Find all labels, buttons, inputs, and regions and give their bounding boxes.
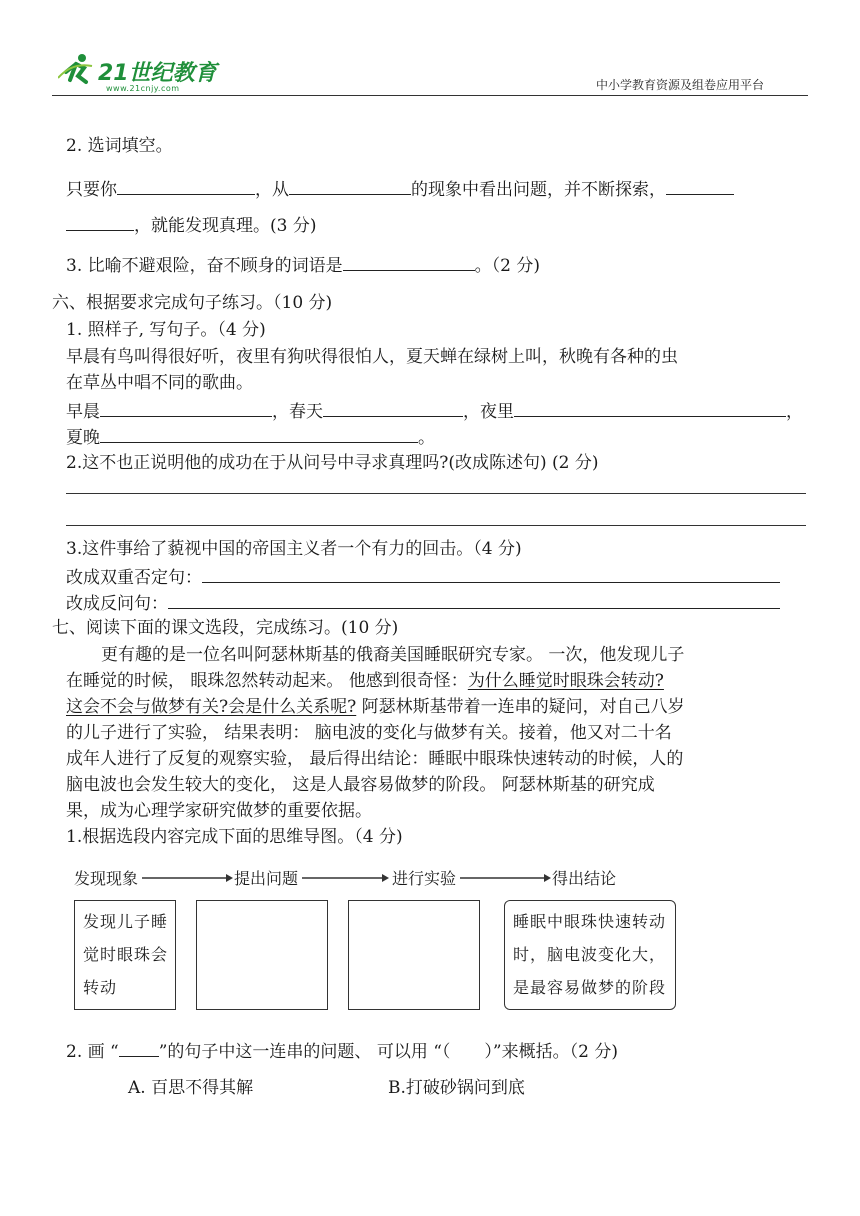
arrow-icon: [460, 872, 552, 884]
s6-fill-line2: 夏晚 。: [66, 424, 435, 450]
q2-line2: ，就能发现真理。(3 分): [66, 212, 316, 238]
option-a[interactable]: A. 百思不得其解: [128, 1078, 254, 1098]
s6-example-line2: 在草丛中唱不同的歌曲。: [66, 373, 253, 393]
answer-blank[interactable]: [100, 424, 418, 443]
mindmap-answer-box[interactable]: [348, 900, 480, 1010]
passage-line: 这会不会与做梦有关?会是什么关系呢? 阿瑟林斯基带着一连串的疑问，对自己八岁: [66, 697, 685, 717]
q2-line1: 只要你 ，从 的现象中看出问题，并不断探索，: [66, 176, 734, 202]
s6-example-line1: 早晨有鸟叫得很好听，夜里有狗吠得很怕人，夏天蝉在绿树上叫，秋晚有各种的虫: [66, 347, 678, 367]
underlined-question: 为什么睡觉时眼珠会转动?: [467, 671, 664, 691]
option-b[interactable]: B.打破砂锅问到底: [388, 1078, 525, 1098]
section-7-title: 七、阅读下面的课文选段，完成练习。(10 分): [52, 618, 399, 638]
s6-q1-title: 1. 照样子, 写句子。（4 分): [66, 320, 266, 340]
answer-blank[interactable]: [450, 1039, 484, 1057]
s7-q1: 1.根据选段内容完成下面的思维导图。（4 分): [66, 827, 403, 847]
arrow-icon: [142, 872, 234, 884]
answer-blank[interactable]: [100, 398, 272, 417]
s7-q2: 2. 画 “ ”的句子中这一连串的问题、 可以用 “（ ）”来概括。（2 分): [66, 1038, 618, 1064]
underlined-question: 这会不会与做梦有关?会是什么关系呢?: [66, 697, 357, 717]
q3-line: 3. 比喻不避艰险，奋不顾身的词语是 。（2 分): [66, 252, 540, 278]
passage-line: 更有趣的是一位名叫阿瑟林斯基的俄裔美国睡眠研究专家。 一次，他发现儿子: [101, 645, 685, 665]
section-6-title: 六、根据要求完成句子练习。（10 分): [52, 293, 333, 313]
mindmap-label: 发现现象: [74, 869, 139, 888]
mindmap-box-text: 睡眠中眼珠快速转动时，脑电波变化大，是最容易做梦的阶段: [513, 912, 667, 997]
mindmap-label: 得出结论: [552, 869, 617, 888]
mindmap-box: [504, 900, 676, 1010]
answer-blank[interactable]: [666, 176, 734, 195]
answer-blank[interactable]: [117, 176, 255, 195]
q2-title: 2. 选词填空。: [66, 136, 173, 156]
answer-blank[interactable]: [66, 212, 134, 231]
answer-blank[interactable]: [514, 398, 786, 417]
passage-line: 在睡觉的时候， 眼珠忽然转动起来。 他感到很奇怪：为什么睡觉时眼珠会转动?: [66, 671, 664, 691]
answer-blank[interactable]: [168, 590, 780, 609]
runner-logo-icon: [58, 52, 94, 88]
arrow-icon: [302, 872, 390, 884]
s6-q2: 2.这不也正说明他的成功在于从问号中寻求真理吗?(改成陈述句) (2 分): [66, 453, 599, 473]
answer-blank[interactable]: [289, 176, 411, 195]
underline-sample: [119, 1038, 159, 1057]
passage-line: 的儿子进行了实验， 结果表明： 脑电波的变化与做梦有关。接着，他又对二十名: [66, 723, 672, 743]
answer-line[interactable]: [66, 525, 806, 526]
answer-blank[interactable]: [323, 398, 463, 417]
logo-url: www.21cnjy.com: [106, 84, 180, 93]
answer-blank[interactable]: [202, 564, 780, 583]
mind-map: [70, 862, 667, 1012]
passage-line: 果，成为心理学家研究做梦的重要依据。: [66, 801, 372, 821]
passage-line: 脑电波也会发生较大的变化， 这是人最容易做梦的阶段。 阿瑟林斯基的研究成: [66, 775, 655, 795]
mindmap-label: 提出问题: [234, 869, 299, 888]
answer-line[interactable]: [66, 493, 806, 494]
passage-line: 成年人进行了反复的观察实验， 最后得出结论：睡眠中眼珠快速转动的时候，人的: [66, 749, 684, 769]
s6-fill-line1: 早晨 ，春天 ，夜里 ，: [66, 398, 803, 424]
platform-name: 中小学教育资源及组卷应用平台: [596, 78, 765, 92]
answer-blank[interactable]: [343, 252, 475, 271]
logo: [58, 50, 228, 96]
s6-q3: 3.这件事给了藐视中国的帝国主义者一个有力的回击。（4 分): [66, 539, 522, 559]
s6-q3-b: 改成反问句：: [66, 590, 780, 616]
mindmap-box-text: 发现儿子睡觉时眼珠会转动: [83, 912, 169, 997]
s6-q3-a: 改成双重否定句：: [66, 564, 780, 590]
mindmap-answer-box[interactable]: [196, 900, 328, 1010]
header-rule: [52, 95, 808, 96]
logo-text: 21世纪教育: [98, 61, 217, 86]
mindmap-label: 进行实验: [392, 869, 457, 888]
mindmap-box: [74, 900, 176, 1010]
